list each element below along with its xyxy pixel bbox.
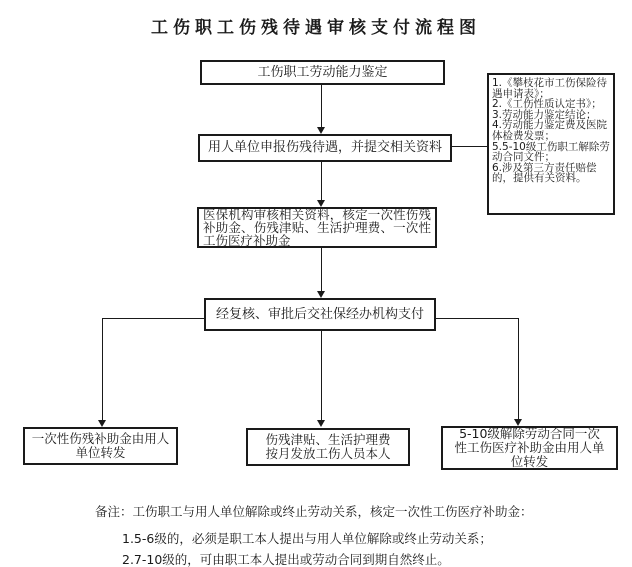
connector-payment-left-horizontal <box>102 318 204 319</box>
step-employer-declaration-label: 用人单位申报伤残待遇，并提交相关资料 <box>207 140 442 155</box>
outcome-left-label: 一次性伤残补助金由用人单位转发 <box>31 431 170 460</box>
connector-payment-middle-vertical <box>321 331 322 420</box>
materials-item: 1.《攀枝花市工伤保险待遇申请表》； <box>492 77 608 100</box>
connector-step2-materials <box>452 146 487 147</box>
materials-item: 4.劳动能力鉴定费及医院体检费发票； <box>492 119 608 142</box>
materials-item: 2.《工伤性质认定书》； <box>492 98 602 111</box>
step-review-box <box>197 207 437 248</box>
arrowhead-step1-step2-icon <box>317 127 325 134</box>
step-labor-capacity-assessment-label: 工伤职工劳动能力鉴定 <box>257 64 388 80</box>
arrowhead-step2-step3-icon <box>317 200 325 207</box>
materials-list-box <box>487 73 615 215</box>
step-labor-capacity-assessment-box <box>200 60 445 85</box>
connector-step3-step4 <box>321 248 322 291</box>
footnote-line-3: 2.7-10级的，可由职工本人提出或劳动合同到期自然终止。 <box>122 552 450 567</box>
outcome-left-box <box>23 427 178 465</box>
outcome-right-label: 5-10级解除劳动合同一次性工伤医疗补助金由用人单位转发 <box>454 426 605 469</box>
arrowhead-outcome-left-icon <box>98 420 106 427</box>
step-payment-label: 经复核、审批后交社保经办机构支付 <box>215 306 424 322</box>
outcome-middle-label: 伤残津贴、生活护理费按月发放工伤人员本人 <box>265 432 391 461</box>
arrowhead-outcome-right-icon <box>514 419 522 426</box>
materials-item: 5.5-10级工伤职工解除劳动合同文件； <box>492 140 610 164</box>
connector-payment-right-horizontal <box>436 318 518 319</box>
footnote-line-1: 备注：工伤职工与用人单位解除或终止劳动关系，核定一次性工伤医疗补助金： <box>95 504 533 519</box>
materials-item: 3.劳动能力鉴定结论； <box>492 108 597 121</box>
arrowhead-step3-step4-icon <box>317 291 325 298</box>
step-employer-declaration-box <box>198 134 452 162</box>
materials-item: 6.涉及第三方责任赔偿的，提供有关资料。 <box>492 161 597 185</box>
footnote-line-2: 1.5-6级的，必须是职工本人提出与用人单位解除或终止劳动关系； <box>122 531 492 546</box>
step-payment-box <box>204 298 436 331</box>
connector-step1-step2 <box>321 85 322 127</box>
connector-payment-right-vertical <box>518 318 519 419</box>
outcome-middle-box <box>246 428 410 466</box>
connector-payment-left-vertical <box>102 318 103 420</box>
connector-step2-step3 <box>321 162 322 200</box>
outcome-right-box <box>441 426 618 470</box>
flowchart-title: 工伤职工伤残待遇审核支付流程图 <box>151 18 481 38</box>
step-review-label: 医保机构审核相关资料，核定一次性伤残补助金、伤残津贴、生活护理费、一次性工伤医疗补助金 <box>203 207 431 248</box>
arrowhead-outcome-middle-icon <box>317 420 325 427</box>
